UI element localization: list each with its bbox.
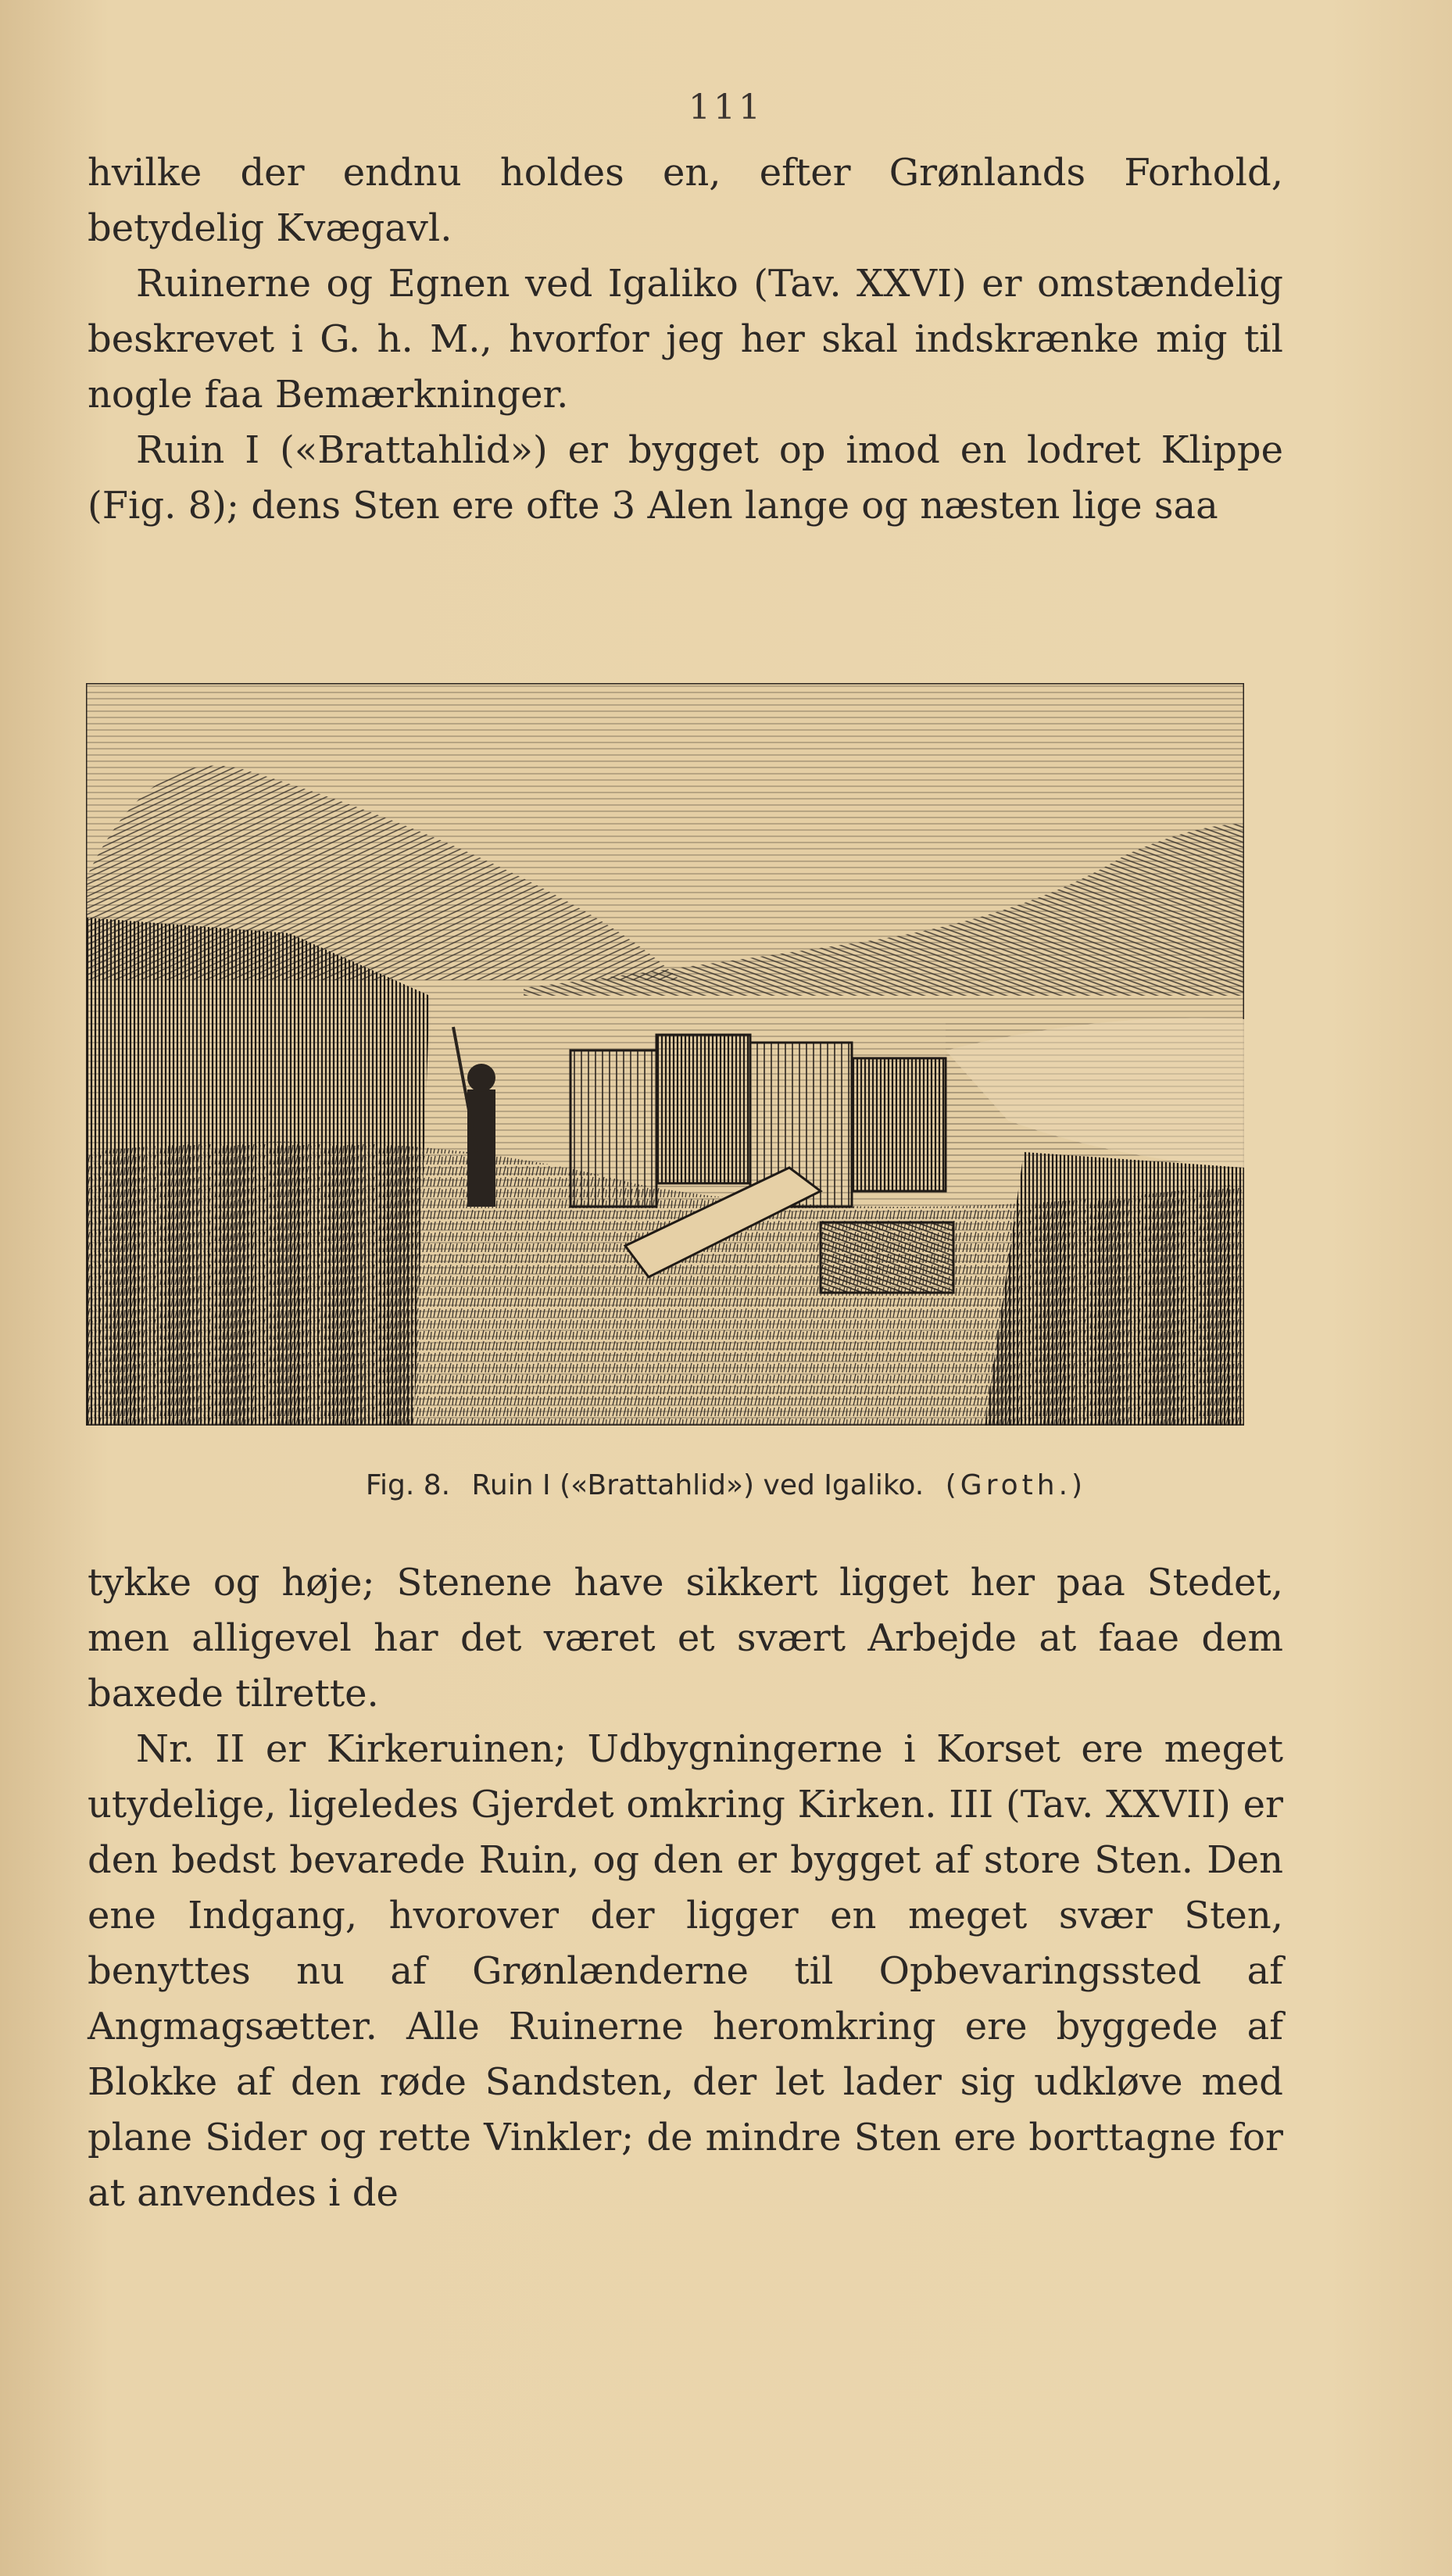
page-number: 111 [688, 88, 764, 127]
top-text-block [88, 145, 1283, 534]
paragraph: Nr. II er Kirkeruinen; Udbygningerne i Korset ere meget utydelige, ligeledes Gjerdet omkring Kirken. III (Tav. XXVII) er den bedst bevarede Ruin, og den er bygget af store Sten. Den ene Indgang, hvorover der ligger en meget svær Sten, benyttes nu af Grønlænderne til Opbevaringssted af Angmagsætter. Alle Ruinerne heromkring ere byggede af Blokke af den røde Sandsten, der let lader sig udkløve med plane Sider og rette Vinkler; de mindre Sten ere borttagne for at anvendes i de [88, 1727, 1283, 2215]
paragraph: hvilke der endnu holdes en, efter Grønlands Forhold, betydelig Kvægavl. [88, 151, 1283, 250]
caption-label: Fig. 8. [365, 1469, 451, 1501]
figure-caption [0, 1469, 1452, 1501]
caption-credit: (Groth.) [945, 1469, 1087, 1501]
paragraph: Ruinerne og Egnen ved Igaliko (Tav. XXVI) er omstændelig beskrevet i G. h. M., hvorfor jeg her skal indskrænke mig til nogle faa Bemærkninger. [88, 262, 1283, 417]
bottom-text-block [88, 1555, 1283, 2221]
caption-title: Ruin I («Brattahlid») ved Igaliko. [471, 1469, 924, 1501]
paragraph: tykke og høje; Stenene have sikkert ligget her paa Stedet, men alligevel har det været et svært Arbejde at faae dem baxede tilrette. [88, 1561, 1283, 1716]
engraving-ruin-image [86, 683, 1244, 1426]
figure-illustration [86, 683, 1244, 1426]
paragraph: Ruin I («Brattahlid») er bygget op imod en lodret Klippe (Fig. 8); dens Sten ere ofte 3 Alen lange og næsten lige saa [88, 428, 1283, 528]
